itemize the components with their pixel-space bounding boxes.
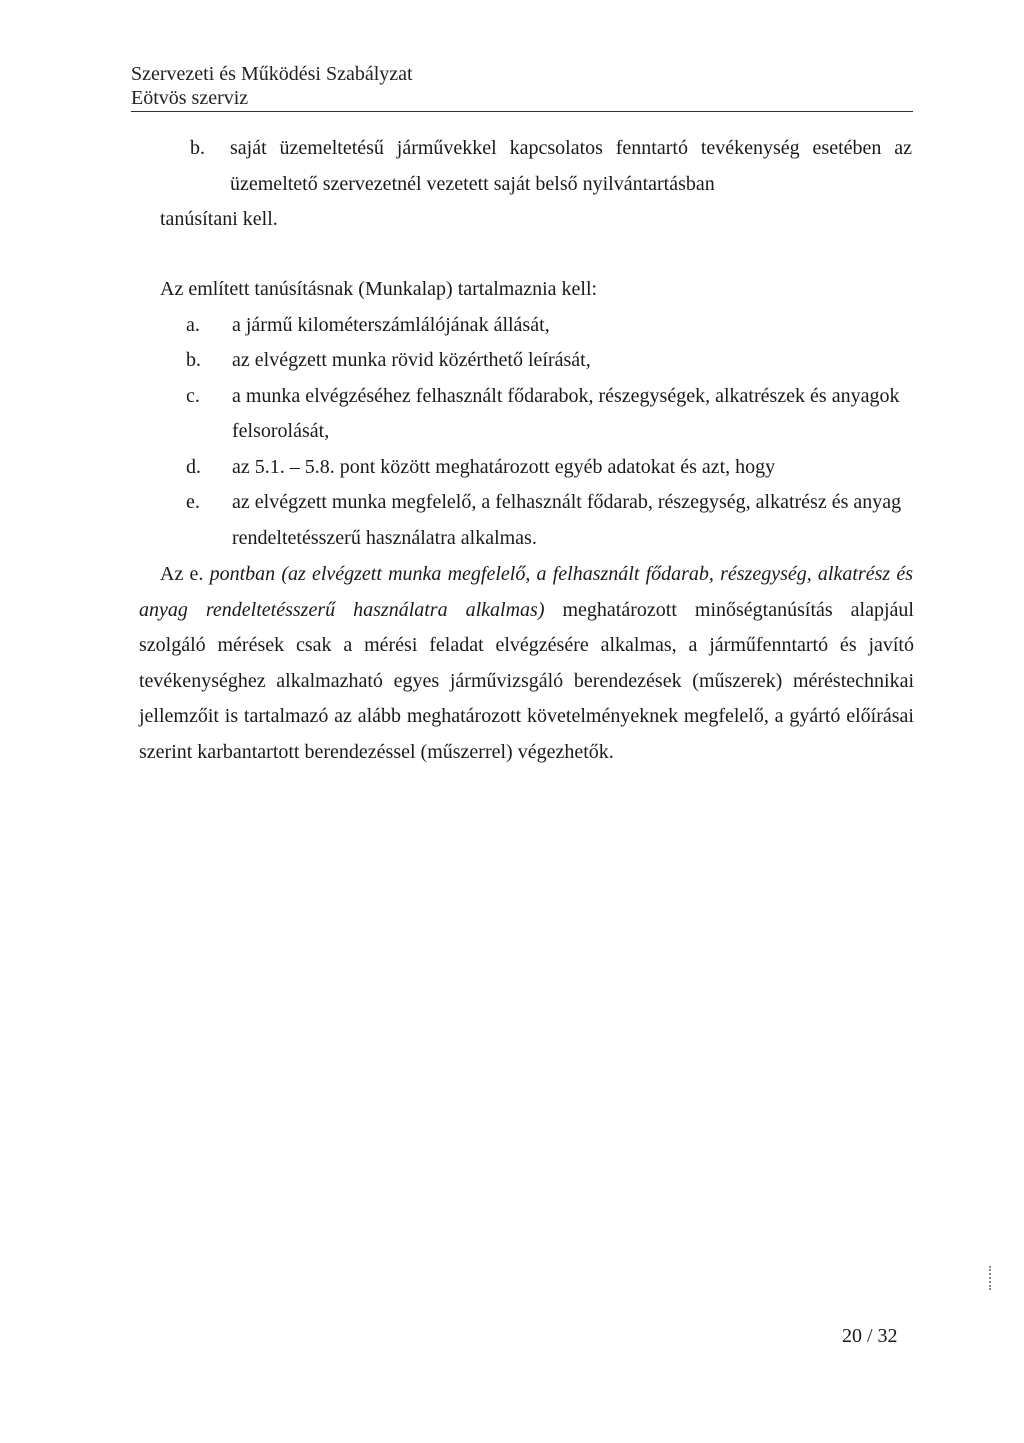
item-b-line1: saját üzemeltetésű járművekkel kapcsolatos fenntartó tevékenység esetében az: [230, 137, 912, 159]
paragraph-line-6: szerint karbantartott berendezéssel (műszerrel) végezhetők.: [139, 741, 614, 763]
list-item-e-text-cont: rendeltetésszerű használatra alkalmas.: [232, 527, 537, 549]
paragraph-line-2: [139, 599, 914, 622]
list-item-b-label: b.: [186, 349, 201, 371]
item-b-label: b.: [190, 137, 205, 159]
list-item-a-text: a jármű kilométerszámlálójának állását,: [232, 314, 550, 336]
list-item-d-text: az 5.1. – 5.8. pont között meghatározott egyéb adatokat és azt, hogy: [232, 456, 776, 478]
list-item-a-label: a.: [186, 314, 200, 336]
list-item-c-text-cont: felsorolását,: [232, 420, 330, 442]
paragraph-line-5: jellemzőit is tartalmazó az alább meghatározott követelményeknek megfelelő, a gyártó előírásai: [139, 705, 914, 727]
paragraph-ref: Az e.: [160, 563, 204, 585]
item-b-line3: tanúsítani kell.: [160, 208, 278, 230]
list-item-b-text: az elvégzett munka rövid közérthető leírását,: [232, 349, 591, 371]
list-item-e-label: e.: [186, 491, 200, 513]
paragraph-line-1: [160, 563, 913, 586]
list-item-c-text: a munka elvégzéséhez felhasznált fődarabok, részegységek, alkatrészek és anyagok: [232, 385, 900, 407]
item-b-line2: üzemeltető szervezetnél vezetett saját belső nyilvántartásban: [230, 173, 715, 195]
paragraph-text-2: meghatározott minőségtanúsítás alapjául: [562, 599, 914, 621]
page-number: 20 / 32: [842, 1325, 898, 1347]
paragraph-line-3: szolgáló mérések csak a mérési feladat elvégzésére alkalmas, a járműfenntartó és javító: [139, 634, 914, 656]
paragraph-italic-1: pontban (az elvégzett munka megfelelő, a felhasznált fődarab, részegység, alkatrész és: [209, 563, 913, 585]
list-item-c-label: c.: [186, 385, 200, 407]
list-item-d-label: d.: [186, 456, 201, 478]
list-intro: Az említett tanúsításnak (Munkalap) tartalmaznia kell:: [160, 278, 598, 300]
header-title: Szervezeti és Működési Szabályzat: [131, 63, 413, 85]
header-rule: [131, 111, 913, 112]
paragraph-italic-2: anyag rendeltetésszerű használatra alkalmas): [139, 599, 545, 621]
paragraph-line-4: tevékenységhez alkalmazható egyes járművizsgáló berendezések (műszerek) méréstechnikai: [139, 670, 914, 692]
header-subtitle: Eötvös szerviz: [131, 87, 249, 109]
scan-mark: [989, 1266, 993, 1290]
list-item-e-text: az elvégzett munka megfelelő, a felhasznált fődarab, részegység, alkatrész és anyag: [232, 491, 902, 513]
